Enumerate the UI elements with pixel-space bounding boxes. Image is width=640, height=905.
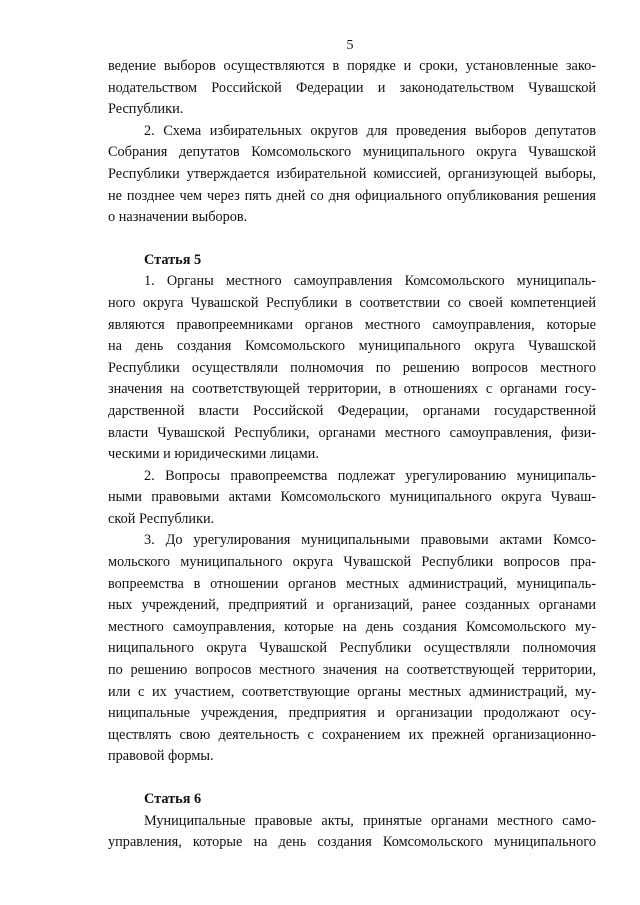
text-line: Собрания депутатов Комсомольского муниципального округа Чувашской	[108, 144, 596, 161]
text-line: Муниципальные правовые акты, принятые органами местного само-	[144, 812, 596, 829]
page-number: 5	[346, 38, 354, 53]
text-line: вопреемства в отношении органов местных администраций, муниципаль-	[108, 575, 596, 592]
text-line: Республики осуществляли полномочия по решению вопросов местного	[108, 359, 596, 376]
text-line: 1. Органы местного самоуправления Комсомольского муниципаль-	[144, 273, 596, 290]
text-line: о назначении выборов.	[108, 209, 248, 226]
text-line: Республики утверждается избирательной комиссией, организующей выборы,	[108, 165, 596, 182]
text-line: ческими и юридическими лицами.	[108, 446, 319, 463]
article-heading: Статья 5	[144, 251, 202, 268]
text-line: ного округа Чувашской Республики в соответствии со своей компетенцией	[108, 294, 596, 311]
text-line: или с их участием, соответствующие органы местных администраций, му-	[108, 683, 596, 700]
text-line: нодательством Российской Федерации и законодательством Чувашской	[108, 79, 596, 96]
text-line: являются правопреемниками органов местного самоуправления, которые	[108, 316, 596, 333]
text-line: значения на соответствующей территории, в отношениях с органами госу-	[108, 381, 596, 398]
text-line: ской Республики.	[108, 510, 215, 527]
text-line: 2. Схема избирательных округов для проведения выборов депутатов	[144, 122, 596, 139]
text-line: власти Чувашской Республики, органами местного самоуправления, физи-	[108, 424, 596, 441]
text-line: мольского муниципального округа Чувашской Республики вопросов пра-	[108, 554, 596, 571]
text-line: 2. Вопросы правопреемства подлежат урегулированию муниципаль-	[144, 467, 596, 484]
text-line: ществлять свою деятельность с сохранением их прежней организационно-	[108, 726, 596, 743]
text-line: ных учреждений, предприятий и организаций, ранее созданных органами	[108, 597, 596, 614]
text-line: Республики.	[108, 101, 184, 118]
text-line: ниципальные учреждения, предприятия и организации продолжают осу-	[108, 705, 596, 722]
text-line: местного самоуправления, которые на день создания Комсомольского му-	[108, 618, 596, 635]
text-line: управления, которые на день создания Комсомольского муниципального	[108, 834, 596, 851]
text-line: ниципального округа Чувашской Республики осуществляли полномочия	[108, 640, 596, 657]
text-line: правовой формы.	[108, 748, 214, 765]
document-body	[108, 56, 596, 854]
text-line: 3. До урегулирования муниципальными правовыми актами Комсо-	[144, 532, 596, 549]
text-line: дарственной власти Российской Федерации, органами государственной	[108, 402, 596, 419]
text-line: по решению вопросов местного значения на соответствующей территории,	[108, 662, 596, 679]
text-line: ведение выборов осуществляются в порядке и сроки, установленные зако-	[108, 58, 596, 74]
article-heading: Статья 6	[144, 791, 202, 807]
text-line: на день создания Комсомольского муниципального округа Чувашской	[108, 338, 596, 355]
text-line: не позднее чем через пять дней со дня официального опубликования решения	[108, 187, 596, 204]
text-line: ными правовыми актами Комсомольского муниципального округа Чуваш-	[108, 489, 596, 506]
